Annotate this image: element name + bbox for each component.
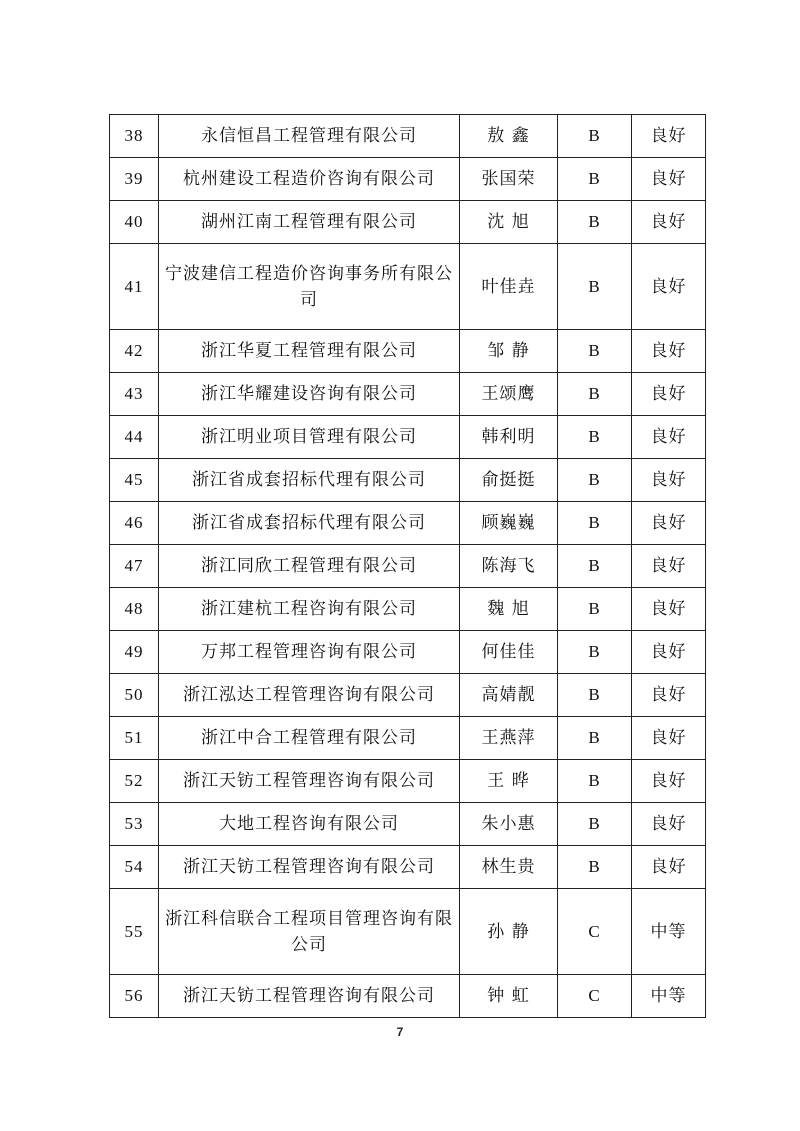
table-row: [110, 330, 706, 373]
grade: B: [558, 588, 632, 631]
company-name: 杭州建设工程造价咨询有限公司: [159, 158, 460, 201]
person-name: 沈 旭: [460, 201, 558, 244]
company-name: 浙江建杭工程咨询有限公司: [159, 588, 460, 631]
grade: B: [558, 373, 632, 416]
grade: B: [558, 115, 632, 158]
person-name: 孙 静: [460, 889, 558, 975]
rating: 良好: [632, 201, 706, 244]
rating: 良好: [632, 459, 706, 502]
page-number: 7: [396, 1025, 404, 1039]
grade: C: [558, 975, 632, 1018]
company-name: 浙江科信联合工程项目管理咨询有限公司: [159, 889, 460, 975]
person-name: 叶佳垚: [460, 244, 558, 330]
table-row: [110, 588, 706, 631]
row-number: 43: [110, 373, 159, 416]
rating: 良好: [632, 631, 706, 674]
company-name: 浙江天钫工程管理咨询有限公司: [159, 760, 460, 803]
table-row: [110, 889, 706, 975]
row-number: 44: [110, 416, 159, 459]
row-number: 49: [110, 631, 159, 674]
person-name: 高婧靓: [460, 674, 558, 717]
company-name: 浙江省成套招标代理有限公司: [159, 502, 460, 545]
row-number: 40: [110, 201, 159, 244]
company-name: 大地工程咨询有限公司: [159, 803, 460, 846]
row-number: 38: [110, 115, 159, 158]
company-name: 浙江省成套招标代理有限公司: [159, 459, 460, 502]
company-name: 浙江同欣工程管理有限公司: [159, 545, 460, 588]
table-row: [110, 803, 706, 846]
company-name: 浙江天钫工程管理咨询有限公司: [159, 846, 460, 889]
row-number: 53: [110, 803, 159, 846]
table-row: [110, 631, 706, 674]
grade: B: [558, 502, 632, 545]
rating: 良好: [632, 502, 706, 545]
row-number: 41: [110, 244, 159, 330]
company-name: 宁波建信工程造价咨询事务所有限公司: [159, 244, 460, 330]
table-row: [110, 115, 706, 158]
rating: 良好: [632, 545, 706, 588]
grade: B: [558, 459, 632, 502]
rating: 良好: [632, 846, 706, 889]
grade: B: [558, 717, 632, 760]
grade: B: [558, 545, 632, 588]
row-number: 48: [110, 588, 159, 631]
table-row: [110, 459, 706, 502]
person-name: 何佳佳: [460, 631, 558, 674]
grade: B: [558, 631, 632, 674]
person-name: 王颂鹰: [460, 373, 558, 416]
grade: B: [558, 760, 632, 803]
row-number: 42: [110, 330, 159, 373]
row-number: 52: [110, 760, 159, 803]
row-number: 46: [110, 502, 159, 545]
company-name: 永信恒昌工程管理有限公司: [159, 115, 460, 158]
table-row: [110, 416, 706, 459]
company-name: 浙江华耀建设咨询有限公司: [159, 373, 460, 416]
row-number: 55: [110, 889, 159, 975]
rating: 良好: [632, 760, 706, 803]
rating: 良好: [632, 330, 706, 373]
person-name: 王 晔: [460, 760, 558, 803]
table-row: [110, 674, 706, 717]
rating: 良好: [632, 588, 706, 631]
person-name: 朱小惠: [460, 803, 558, 846]
row-number: 56: [110, 975, 159, 1018]
row-number: 45: [110, 459, 159, 502]
rating: 良好: [632, 373, 706, 416]
table-row: [110, 717, 706, 760]
person-name: 敖 鑫: [460, 115, 558, 158]
company-name: 浙江中合工程管理有限公司: [159, 717, 460, 760]
company-name: 浙江泓达工程管理咨询有限公司: [159, 674, 460, 717]
grade: B: [558, 846, 632, 889]
person-name: 俞挺挺: [460, 459, 558, 502]
table-row: [110, 244, 706, 330]
company-name: 浙江天钫工程管理咨询有限公司: [159, 975, 460, 1018]
row-number: 51: [110, 717, 159, 760]
table-row: [110, 373, 706, 416]
person-name: 魏 旭: [460, 588, 558, 631]
company-name: 浙江明业项目管理有限公司: [159, 416, 460, 459]
table-row: [110, 158, 706, 201]
grade: B: [558, 674, 632, 717]
company-name: 湖州江南工程管理有限公司: [159, 201, 460, 244]
person-name: 邹 静: [460, 330, 558, 373]
company-name: 万邦工程管理咨询有限公司: [159, 631, 460, 674]
row-number: 54: [110, 846, 159, 889]
grade: B: [558, 158, 632, 201]
person-name: 顾巍巍: [460, 502, 558, 545]
rating: 良好: [632, 674, 706, 717]
row-number: 47: [110, 545, 159, 588]
person-name: 韩利明: [460, 416, 558, 459]
grade: B: [558, 330, 632, 373]
rating: 良好: [632, 717, 706, 760]
table-row: [110, 846, 706, 889]
grade: B: [558, 244, 632, 330]
table-row: [110, 201, 706, 244]
rating: 良好: [632, 244, 706, 330]
rating: 良好: [632, 803, 706, 846]
row-number: 39: [110, 158, 159, 201]
person-name: 陈海飞: [460, 545, 558, 588]
grade: B: [558, 803, 632, 846]
rating: 中等: [632, 975, 706, 1018]
person-name: 林生贵: [460, 846, 558, 889]
evaluation-table-body: [110, 115, 706, 1018]
table-row: [110, 760, 706, 803]
rating: 良好: [632, 115, 706, 158]
evaluation-table: [109, 114, 706, 1018]
rating: 良好: [632, 158, 706, 201]
table-row: [110, 545, 706, 588]
grade: B: [558, 201, 632, 244]
grade: B: [558, 416, 632, 459]
person-name: 钟 虹: [460, 975, 558, 1018]
person-name: 王燕萍: [460, 717, 558, 760]
grade: C: [558, 889, 632, 975]
person-name: 张国荣: [460, 158, 558, 201]
rating: 中等: [632, 889, 706, 975]
rating: 良好: [632, 416, 706, 459]
table-row: [110, 975, 706, 1018]
row-number: 50: [110, 674, 159, 717]
company-name: 浙江华夏工程管理有限公司: [159, 330, 460, 373]
table-row: [110, 502, 706, 545]
